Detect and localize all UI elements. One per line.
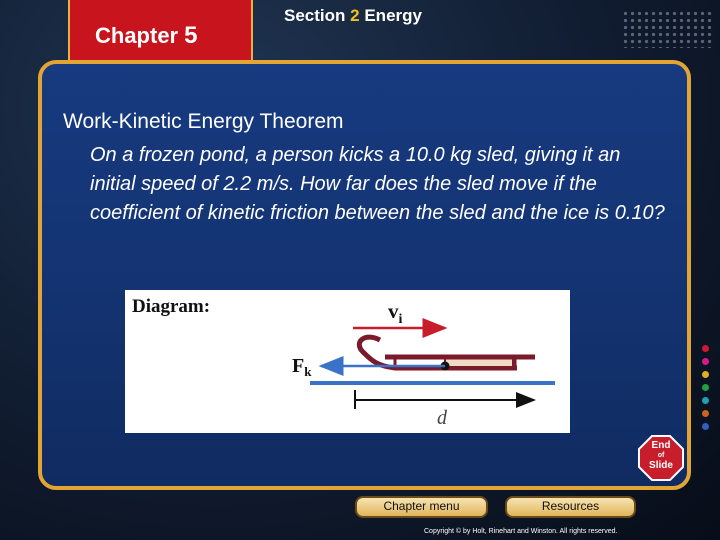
fk-label: $F_k$ <box>292 355 312 379</box>
end-of-slide-button[interactable] <box>638 435 684 481</box>
sled-diagram-graphic <box>125 290 570 433</box>
side-dot <box>702 384 709 391</box>
end-slide-line2: of <box>657 452 665 459</box>
chapter-word: Chapter <box>95 23 179 48</box>
end-slide-text <box>638 441 684 471</box>
sled-diagram <box>125 290 570 433</box>
end-slide-line1: End <box>651 440 671 451</box>
problem-statement: On a frozen pond, a person kicks a 10.0 kg sled, giving it an initial speed of 2.2 m/s. How far does the sled move if the coefficient of kinetic friction between the sled and the ice is 0.10? <box>90 144 665 224</box>
slide-heading: Work-Kinetic Energy Theorem <box>63 110 344 133</box>
decorative-side-dots <box>700 345 712 445</box>
side-dot <box>702 397 709 404</box>
section-topic: Energy <box>364 6 422 25</box>
section-word: Section <box>284 6 346 25</box>
vi-label: $v_i$ <box>388 299 403 327</box>
diagram-label: Diagram: <box>132 296 211 317</box>
distance-label: d <box>437 407 447 429</box>
end-slide-line3: Slide <box>649 460 673 471</box>
section-number: 2 <box>350 6 360 25</box>
chapter-number: 5 <box>184 22 198 49</box>
side-dot <box>702 371 709 378</box>
side-dot <box>702 410 709 417</box>
decorative-dot-grid <box>622 10 712 48</box>
side-dot <box>702 423 709 430</box>
side-dot <box>702 358 709 365</box>
chapter-menu-button[interactable]: Chapter menu <box>355 496 488 518</box>
copyright-notice: Copyright © by Holt, Rinehart and Winston. All rights reserved. <box>424 528 618 535</box>
resources-button[interactable]: Resources <box>505 496 636 518</box>
chapter-label <box>95 22 197 50</box>
section-title <box>284 6 422 26</box>
side-dot <box>702 345 709 352</box>
